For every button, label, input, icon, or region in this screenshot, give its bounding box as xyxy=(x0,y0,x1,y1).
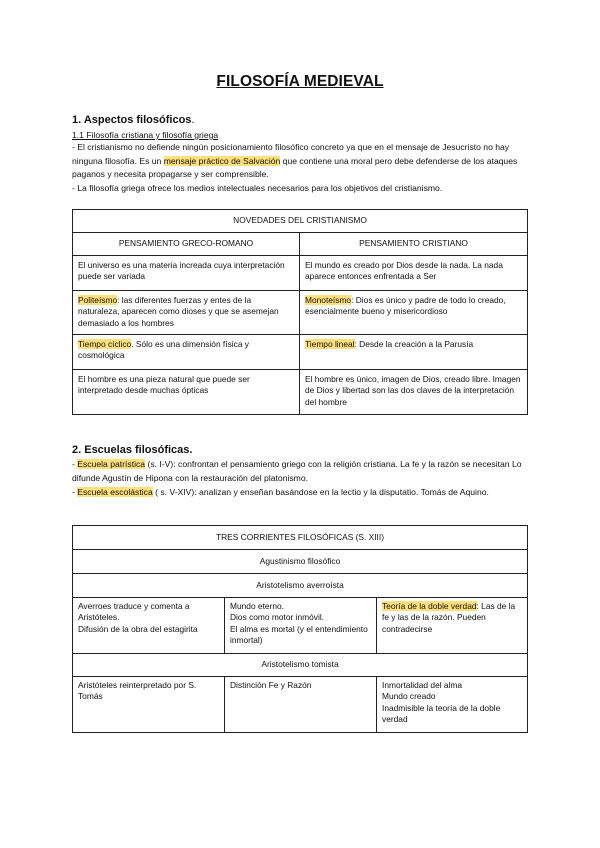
s2p1-rest: (s. I-V): confrontan el pensamiento griego con la religión cristiana. La fe y la razón se necesitan Lo difunde Agustín de Hipona con la restauración del platonismo. xyxy=(72,459,522,483)
escuela-patristica-highlight: Escuela patrística xyxy=(77,459,146,469)
corrientes-table xyxy=(72,525,528,733)
escuela-escolastica-highlight: Escuela escolástica xyxy=(77,487,153,497)
p1-text-a: - El cristianismo no defiende ningún posicionamiento filosófico concreto ya que en el mensaje de Jesucristo no hay ninguna filosofía. Es un xyxy=(72,142,510,166)
table1-r4-right: El hombre es único, imagen de Dios, creado libre. Imagen de Dios y libertad son las dos claves de la interpretación del hombre xyxy=(300,370,528,415)
table2-agustinismo: Agustinismo filosófico xyxy=(73,550,528,574)
av-c2-line1: Mundo eterno. xyxy=(230,601,285,611)
r3-left-text: . Sólo es una dimensión física y cosmológica xyxy=(78,339,249,361)
table1-col-cristiano: PENSAMIENTO CRISTIANO xyxy=(300,233,528,256)
table1-r1-left: El universo es una materia increada cuya interpretación puede ser variada xyxy=(73,256,300,291)
section1-heading xyxy=(72,114,194,126)
r2-left-text: : las diferentes fuerzas y entes de la naturaleza, aparecen como dioses y que se asemejan demasiado a los hombres xyxy=(78,295,279,328)
section1-subheading: 1.1 Filosofía cristiana y filosofía griega xyxy=(72,130,219,140)
table1-r4-left: El hombre es una pieza natural que puede ser interpretado desde muchas ópticas xyxy=(73,370,300,415)
table2-to-c2: Distinción Fe y Razón xyxy=(225,677,377,733)
table1-col-greco-romano: PENSAMIENTO GRECO-ROMANO xyxy=(73,233,300,256)
monoteismo-highlight: Monoteísmo xyxy=(305,295,352,305)
table2-tomista: Aristotelismo tomista xyxy=(73,654,528,677)
av-c2-line3: El alma es mortal (y el entendimiento inmortal) xyxy=(230,623,368,646)
to-c3-line1: Inmortalidad del alma xyxy=(382,680,463,690)
p1-highlight: mensaje práctico de Salvación xyxy=(163,155,281,166)
s2p2-rest: ( s. V-XIV): analizan y enseñan basándose en la lectio y la disputatio. Tomás de Aquino. xyxy=(152,487,489,497)
table2-av-c2 xyxy=(225,598,377,654)
table2-to-c1: Aristóteles reinterpretado por S. Tomás xyxy=(73,677,225,733)
table1-r3-left xyxy=(73,335,300,370)
page-title: FILOSOFÍA MEDIEVAL xyxy=(216,73,384,90)
table2-title: TRES CORRIENTES FILOSÓFICAS (S. XIII) xyxy=(73,526,528,550)
section1-paragraph-1 xyxy=(72,141,532,182)
table1-r3-right xyxy=(300,335,528,370)
table1-r1-right: El mundo es creado por Dios desde la nada. La nada aparece entonces enfrentada a Ser xyxy=(300,256,528,291)
section2-heading: 2. Escuelas filosóficas. xyxy=(72,444,193,456)
s2p1-pre: - xyxy=(72,459,78,469)
section2-paragraph-2 xyxy=(72,486,532,500)
p1-text-b: que contiene una moral pero debe defenderse de los ataques paganos y necesita propagarse y ser comprensible. xyxy=(72,155,518,180)
av-c2-line2: Dios como motor inmóvil. xyxy=(230,612,325,623)
s2p2-pre: - xyxy=(72,487,78,497)
r3-right-text: : Desde la creación a la Parusía xyxy=(354,339,474,349)
r2-right-text: : Dios es único y padre de todo lo creado, esencialmente bueno y misericordioso xyxy=(305,295,506,317)
table2-averroista: Aristotelismo averroísta xyxy=(73,574,528,598)
table1-title: NOVEDADES DEL CRISTIANISMO xyxy=(73,210,528,233)
av-c1-line2: Difusión de la obra del estagirita xyxy=(78,623,198,634)
tiempo-ciclico-highlight: Tiempo cíclico xyxy=(78,339,132,349)
section2-paragraph-1 xyxy=(72,458,532,485)
av-c3-rest: : Las de la fe y las de la razón. Pueden contradecirse xyxy=(382,601,516,634)
tiempo-lineal-highlight: Tiempo lineal xyxy=(305,339,355,349)
section1-heading-dot: . xyxy=(191,114,195,126)
av-c1-line1: Averroes traduce y comenta a Aristóteles. xyxy=(78,601,190,623)
table2-to-c3 xyxy=(377,677,528,733)
to-c3-line2: Mundo creado xyxy=(382,691,436,702)
table1-r2-right xyxy=(300,291,528,335)
section1-paragraph-2: - La filosofía griega ofrece los medios intelectuales necesarios para los objetivos del cristianismo. xyxy=(72,183,443,193)
politeismo-highlight: Politeísmo xyxy=(78,295,118,305)
section1-heading-text: 1. Aspectos filosóficos xyxy=(72,114,192,126)
doble-verdad-highlight: Teoría de la doble verdad xyxy=(382,601,477,611)
table2-av-c3 xyxy=(377,598,528,654)
table2-av-c1 xyxy=(73,598,225,654)
novedades-table xyxy=(72,209,528,415)
to-c3-line3: Inadmisible la teoría de la doble verdad xyxy=(382,702,501,725)
table1-r2-left xyxy=(73,291,300,335)
